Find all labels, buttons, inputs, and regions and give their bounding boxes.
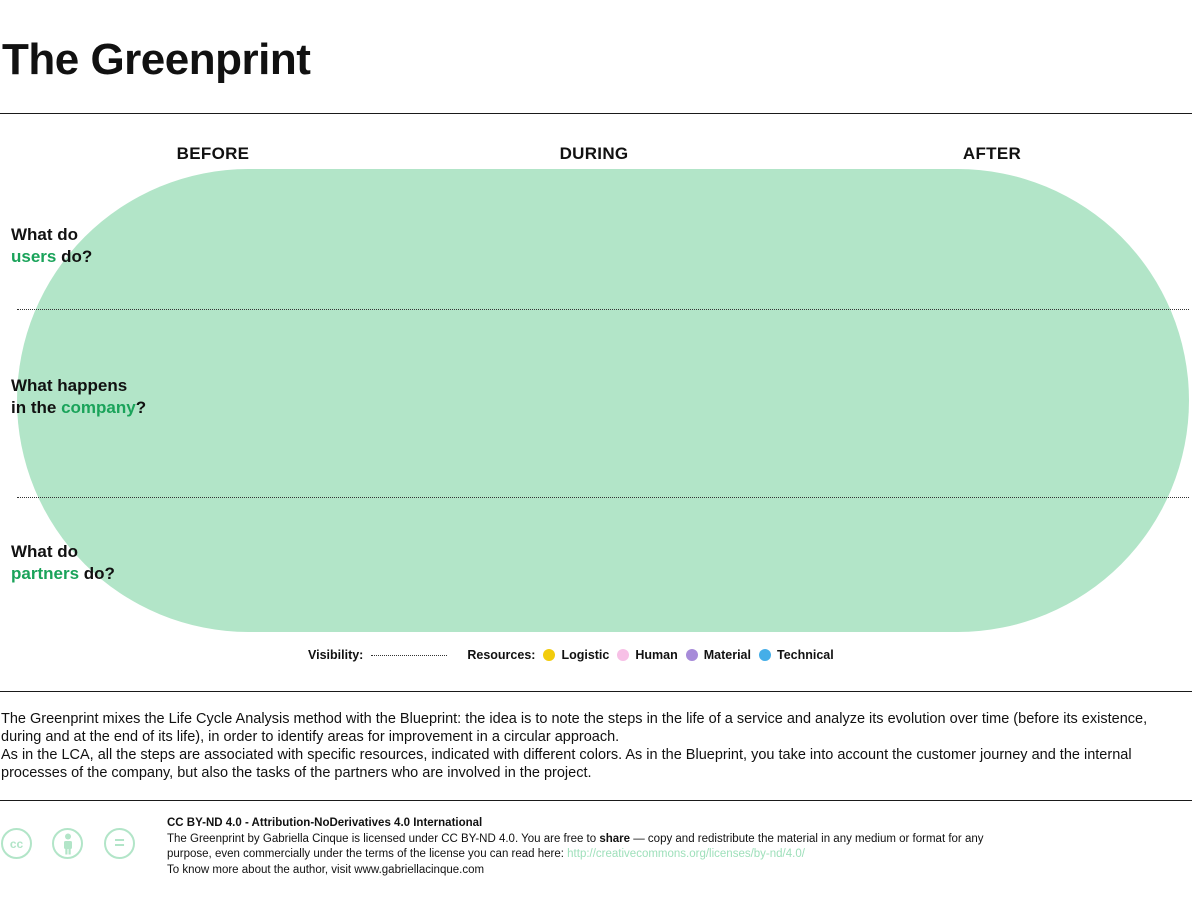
legend-visibility-label: Visibility: <box>308 648 364 662</box>
row-company-suffix: ? <box>135 398 147 417</box>
row-label-users <box>11 224 92 268</box>
row-partners-suffix: do? <box>79 564 115 583</box>
page-title: The Greenprint <box>2 35 311 84</box>
human-dot-icon <box>617 649 629 661</box>
license-block <box>167 816 1167 878</box>
row-label-users-line2 <box>11 246 92 268</box>
legend-item-logistic-label: Logistic <box>561 648 610 662</box>
legend <box>308 647 842 663</box>
visibility-line-users-company <box>17 309 1189 310</box>
legend-item-technical-label: Technical <box>776 648 834 662</box>
legend-item-material <box>686 648 751 662</box>
logistic-dot-icon <box>543 649 555 661</box>
license-line-1-before: The Greenprint by Gabriella Cinque is licensed under CC BY-ND 4.0. You are free to <box>167 832 600 845</box>
lifecycle-canvas[interactable] <box>17 169 1189 632</box>
accent-users: users <box>11 247 57 266</box>
row-label-partners-line1: What do <box>11 542 79 561</box>
legend-item-human <box>617 648 677 662</box>
row-users-suffix: do? <box>56 247 93 266</box>
license-title: CC BY-ND 4.0 - Attribution-NoDerivatives 4.0 International <box>167 817 483 829</box>
middle-divider <box>0 691 1192 692</box>
visibility-line-company-partners <box>17 497 1189 498</box>
creative-commons-icon[interactable]: cc <box>1 828 32 859</box>
top-divider <box>0 113 1192 114</box>
license-share-term: share <box>599 832 631 845</box>
phase-during-label: DURING <box>559 144 629 163</box>
phase-before-label: BEFORE <box>176 144 250 163</box>
person-icon <box>60 833 76 855</box>
row-label-partners <box>11 541 115 585</box>
license-line-2-before: purpose, even commercially under the terms of the license you can read here: <box>167 848 568 860</box>
license-url-link[interactable]: http://creativecommons.org/licenses/by-nd/4.0/ <box>567 848 805 860</box>
description <box>1 710 1191 782</box>
phase-after-label: AFTER <box>962 144 1022 163</box>
row-label-users-line1: What do <box>11 225 79 244</box>
legend-item-logistic <box>543 648 609 662</box>
license-line-1 <box>167 832 1167 848</box>
material-dot-icon <box>686 649 698 661</box>
legend-item-technical <box>759 648 834 662</box>
description-paragraph-2: As in the LCA, all the steps are associated with specific resources, indicated with different colors. As in the Blueprint, you take into account the customer journey and the internal processes of the company, but also the tasks of the partners who are involved in the project. <box>1 747 1132 781</box>
row-company-prefix: in the <box>11 398 62 417</box>
attribution-person-icon[interactable] <box>52 828 83 859</box>
legend-item-human-label: Human <box>635 648 678 662</box>
legend-visibility-dotted-line <box>371 655 447 656</box>
row-label-company <box>11 375 146 419</box>
accent-partners: partners <box>11 564 80 583</box>
legend-resources-label: Resources: <box>467 648 536 662</box>
accent-company: company <box>61 398 136 417</box>
row-label-company-line2 <box>11 397 146 419</box>
row-label-company-line1: What happens <box>11 376 128 395</box>
license-line-2 <box>167 847 1167 863</box>
license-line-1-after: — copy and redistribute the material in any medium or format for any <box>630 832 984 845</box>
row-label-partners-line2 <box>11 563 115 585</box>
bottom-divider <box>0 800 1192 801</box>
description-paragraph-1: The Greenprint mixes the Life Cycle Analysis method with the Blueprint: the idea is to note the steps in the life of a service and analyze its evolution over time (before its existence, during and at the end of its life), in order to identify areas for improvement in a circular approach. <box>1 711 1148 745</box>
legend-item-material-label: Material <box>703 648 751 662</box>
no-derivatives-icon[interactable]: = <box>104 828 135 859</box>
technical-dot-icon <box>759 649 771 661</box>
license-line-3: To know more about the author, visit www.gabriellacinque.com <box>167 863 485 876</box>
